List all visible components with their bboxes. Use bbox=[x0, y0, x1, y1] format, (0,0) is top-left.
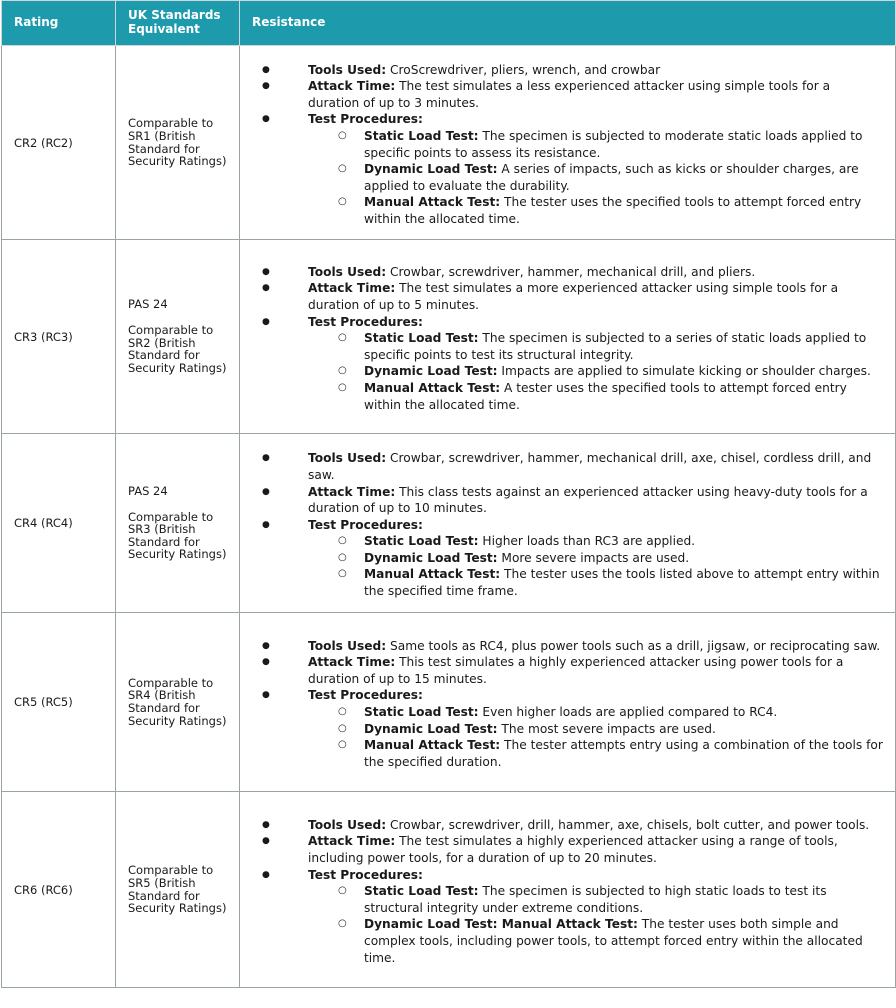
table-row bbox=[2, 46, 896, 240]
list-item: ● Attack Time: The test simulates a more experienced attacker using simple tools for a duration of up to 5 minutes. bbox=[258, 280, 883, 313]
header-resistance: Resistance bbox=[240, 1, 896, 46]
list-item: ● Attack Time: The test simulates a less experienced attacker using simple tools for a duration of up to 3 minutes. bbox=[258, 78, 883, 111]
list-item: ● Tools Used: CroScrewdriver, pliers, wrench, and crowbar bbox=[258, 62, 883, 79]
procedures-list bbox=[308, 883, 883, 966]
table-row bbox=[2, 792, 896, 988]
list-item: ○ Dynamic Load Test: Impacts are applied to simulate kicking or shoulder charges. bbox=[308, 363, 883, 380]
procedures-list bbox=[308, 330, 883, 413]
list-item: ● Test Procedures: ○ Static Load Test: Higher loads than RC3 are applied. ○ Dynamic Load Test: More severe impacts are used. ○ Manual Attack Test: The tester uses the tools listed above to attempt entry within the specified time frame. bbox=[258, 517, 883, 600]
uk-standard-cell bbox=[116, 240, 240, 434]
resistance-cell bbox=[240, 434, 896, 613]
list-item: ● Tools Used: Crowbar, screwdriver, drill, hammer, axe, chisels, bolt cutter, and power tools. bbox=[258, 817, 883, 834]
table-row bbox=[2, 434, 896, 613]
list-item: ○ Static Load Test: The specimen is subjected to moderate static loads applied to specific points to assess its resistance. bbox=[308, 128, 883, 161]
list-item: ● Tools Used: Crowbar, screwdriver, hammer, mechanical drill, and pliers. bbox=[258, 264, 883, 281]
pas-label: PAS 24 bbox=[128, 297, 168, 312]
list-item: ● Test Procedures: ○ Static Load Test: The specimen is subjected to high static loads to test its structural integrity under extreme conditions. ○ Dynamic Load Test: Manual Attack Test: The tester uses both simple and complex tools, including power tools, to attempt forced entry within the allocated time. bbox=[258, 867, 883, 967]
uk-standard-cell bbox=[116, 613, 240, 792]
list-item: ● Attack Time: This test simulates a highly experienced attacker using power tools for a duration of up to 15 minutes. bbox=[258, 654, 883, 687]
rating-cell: CR3 (RC3) bbox=[2, 240, 116, 434]
uk-standard-text: Comparable to SR1 (British Standard for Security Ratings) bbox=[128, 116, 227, 169]
list-item: ○ Static Load Test: The specimen is subjected to a series of static loads applied to specific points to test its structural integrity. bbox=[308, 330, 883, 363]
list-item: ○ Static Load Test: Even higher loads are applied compared to RC4. bbox=[308, 704, 883, 721]
list-item: ○ Manual Attack Test: The tester uses the tools listed above to attempt entry within the specified time frame. bbox=[308, 566, 883, 599]
list-item: ● Test Procedures: ○ Static Load Test: Even higher loads are applied compared to RC4. ○ Dynamic Load Test: The most severe impacts are used. ○ Manual Attack Test: The tester attempts entry using a combination of the tools for the specified duration. bbox=[258, 687, 883, 770]
table-row bbox=[2, 240, 896, 434]
list-item: ● Attack Time: This class tests against an experienced attacker using heavy-duty tools for a duration of up to 10 minutes. bbox=[258, 484, 883, 517]
list-item: ○ Dynamic Load Test: Manual Attack Test: The tester uses both simple and complex tools, including power tools, to attempt forced entry within the allocated time. bbox=[308, 916, 883, 966]
list-item: ● Test Procedures: ○ Static Load Test: The specimen is subjected to moderate static loads applied to specific points to assess its resistance. ○ Dynamic Load Test: A series of impacts, such as kicks or shoulder charges, are applied to evaluate the durability. ○ Manual Attack Test: The tester uses the specified tools to attempt forced entry within the allocated time. bbox=[258, 111, 883, 227]
resistance-cell bbox=[240, 613, 896, 792]
list-item: ○ Manual Attack Test: A tester uses the specified tools to attempt forced entry within the allocated time. bbox=[308, 380, 883, 413]
resistance-cell bbox=[240, 46, 896, 240]
list-item: ○ Dynamic Load Test: A series of impacts, such as kicks or shoulder charges, are applied to evaluate the durability. bbox=[308, 161, 883, 194]
uk-standard-text: Comparable to SR4 (British Standard for Security Ratings) bbox=[128, 675, 227, 728]
list-item: ● Attack Time: The test simulates a highly experienced attacker using a range of tools, including power tools, for a duration of up to 20 minutes. bbox=[258, 833, 883, 866]
rating-cell: CR4 (RC4) bbox=[2, 434, 116, 613]
list-item: ○ Manual Attack Test: The tester uses the specified tools to attempt forced entry within the allocated time. bbox=[308, 194, 883, 227]
uk-standard-text: Comparable to SR3 (British Standard for Security Ratings) bbox=[128, 509, 227, 562]
rating-cell: CR6 (RC6) bbox=[2, 792, 116, 988]
procedures-list bbox=[308, 533, 883, 599]
list-item: ○ Manual Attack Test: The tester attempts entry using a combination of the tools for the specified duration. bbox=[308, 737, 883, 770]
procedures-list bbox=[308, 128, 883, 228]
resistance-cell bbox=[240, 240, 896, 434]
security-ratings-table bbox=[1, 0, 896, 988]
header-rating: Rating bbox=[2, 1, 116, 46]
list-item: ○ Static Load Test: The specimen is subjected to high static loads to test its structural integrity under extreme conditions. bbox=[308, 883, 883, 916]
list-item: ○ Dynamic Load Test: The most severe impacts are used. bbox=[308, 721, 883, 738]
procedures-list bbox=[308, 704, 883, 770]
list-item: ● Tools Used: Crowbar, screwdriver, hammer, mechanical drill, axe, chisel, cordless drill, and saw. bbox=[258, 450, 883, 483]
list-item: ○ Dynamic Load Test: More severe impacts are used. bbox=[308, 550, 883, 567]
header-row bbox=[2, 1, 896, 46]
header-uk-standards: UK Standards Equivalent bbox=[116, 1, 240, 46]
uk-standard-cell bbox=[116, 434, 240, 613]
resistance-list bbox=[258, 817, 883, 966]
resistance-list bbox=[258, 62, 883, 228]
resistance-list bbox=[258, 450, 883, 599]
rating-cell: CR5 (RC5) bbox=[2, 613, 116, 792]
resistance-list bbox=[258, 264, 883, 413]
uk-standard-cell bbox=[116, 46, 240, 240]
resistance-cell bbox=[240, 792, 896, 988]
pas-label: PAS 24 bbox=[128, 483, 168, 498]
list-item: ○ Static Load Test: Higher loads than RC3 are applied. bbox=[308, 533, 883, 550]
uk-standard-cell bbox=[116, 792, 240, 988]
uk-standard-text: Comparable to SR2 (British Standard for Security Ratings) bbox=[128, 323, 227, 375]
resistance-list bbox=[258, 638, 883, 771]
rating-cell: CR2 (RC2) bbox=[2, 46, 116, 240]
table-row bbox=[2, 613, 896, 792]
list-item: ● Test Procedures: ○ Static Load Test: The specimen is subjected to a series of static loads applied to specific points to test its structural integrity. ○ Dynamic Load Test: Impacts are applied to simulate kicking or shoulder charges. ○ Manual Attack Test: A tester uses the specified tools to attempt forced entry within the allocated time. bbox=[258, 314, 883, 414]
list-item: ● Tools Used: Same tools as RC4, plus power tools such as a drill, jigsaw, or reciprocating saw. bbox=[258, 638, 883, 655]
uk-standard-text: Comparable to SR5 (British Standard for Security Ratings) bbox=[128, 863, 227, 916]
